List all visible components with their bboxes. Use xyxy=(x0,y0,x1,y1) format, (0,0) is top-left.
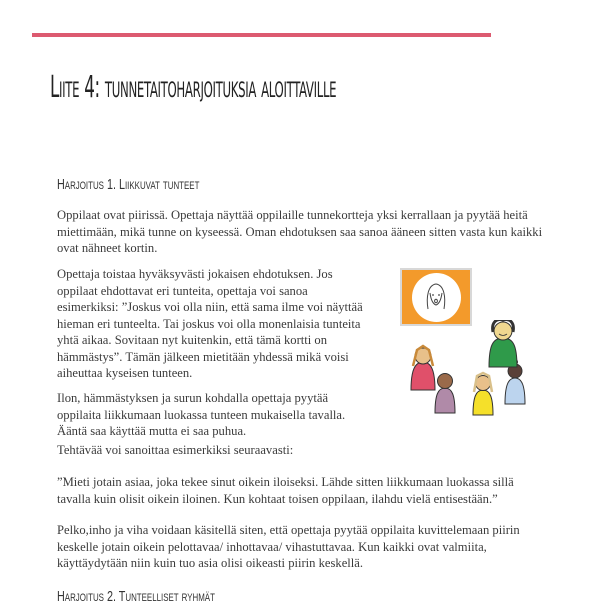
surprise-emotion-card xyxy=(400,268,472,326)
student-figure-pink xyxy=(411,346,435,390)
section-heading-1: Harjoitus 1. Liikkuvat tunteet xyxy=(57,176,200,193)
top-accent-rule xyxy=(32,33,491,37)
paragraph-4: Tehtävää voi sanoittaa esimerkiksi seuraavasti: xyxy=(57,443,294,457)
page-title: Liite 4: tunnetaitoharjoituksia aloittaville xyxy=(50,70,337,105)
surprised-face-icon xyxy=(412,273,461,322)
student-figure-yellow xyxy=(473,373,493,415)
paragraph-5: ”Mieti jotain asiaa, joka tekee sinut oikein iloiseksi. Lähde sitten liikkumaan luokassa sillä tavalla kuin olisit oikein iloinen. Kun kohtaat toisen oppilaan, ilahdu vielä entisestään.” xyxy=(57,475,514,506)
paragraph-1: Oppilaat ovat piirissä. Opettaja näyttää oppilaille tunnekortteja yksi kerrallaan ja pyytää heitä miettimään, mikä tunne on kyseessä. Oman ehdotuksen saa sanoa ääneen sitten vasta kun kaikki ovat nähneet kortin. xyxy=(57,208,543,255)
card-face-circle xyxy=(412,273,461,322)
student-figure-mauve xyxy=(435,374,455,414)
section-heading-2: Harjoitus 2. Tunteelliset ryhmät xyxy=(57,588,215,605)
student-figure-green xyxy=(489,320,517,367)
students-circle-illustration xyxy=(405,320,545,420)
paragraph-2: Opettaja toistaa hyväksyvästi jokaisen ehdotuksen. Jos oppilaat ehdottavat eri tunteita, opettaja voi sanoa esimerkiksi: ”Joskus voi olla niin, että sama ilme voi näyttää hieman eri tunteelta. Tai joskus voi olla monenlaisia tunteita yhtä aikaa. Sovitaan nyt kuitenkin, että tämä kortti on hämmästys”. Tämän jälkeen mietitään yhdessä mikä voisi aiheuttaa kyseisen tunteen. xyxy=(57,267,363,380)
paragraph-3: Ilon, hämmästyksen ja surun kohdalla opettaja pyytää oppilaita liikkumaan luokassa tunteen mukaisella tavalla. Ääntä saa käyttää mutta ei saa puhua. xyxy=(57,391,346,438)
paragraph-6: Pelko,inho ja viha voidaan käsitellä siten, että opettaja pyytää oppilaita kuvittelemaan piirin keskelle jotain oikein pelottavaa/ inhottavaa/ vihastuttavaa. Kun kaikki ovat valmiita, käyttäydytään niin kuin tuo asia olisi oikeasti piirin keskellä. xyxy=(57,523,520,570)
